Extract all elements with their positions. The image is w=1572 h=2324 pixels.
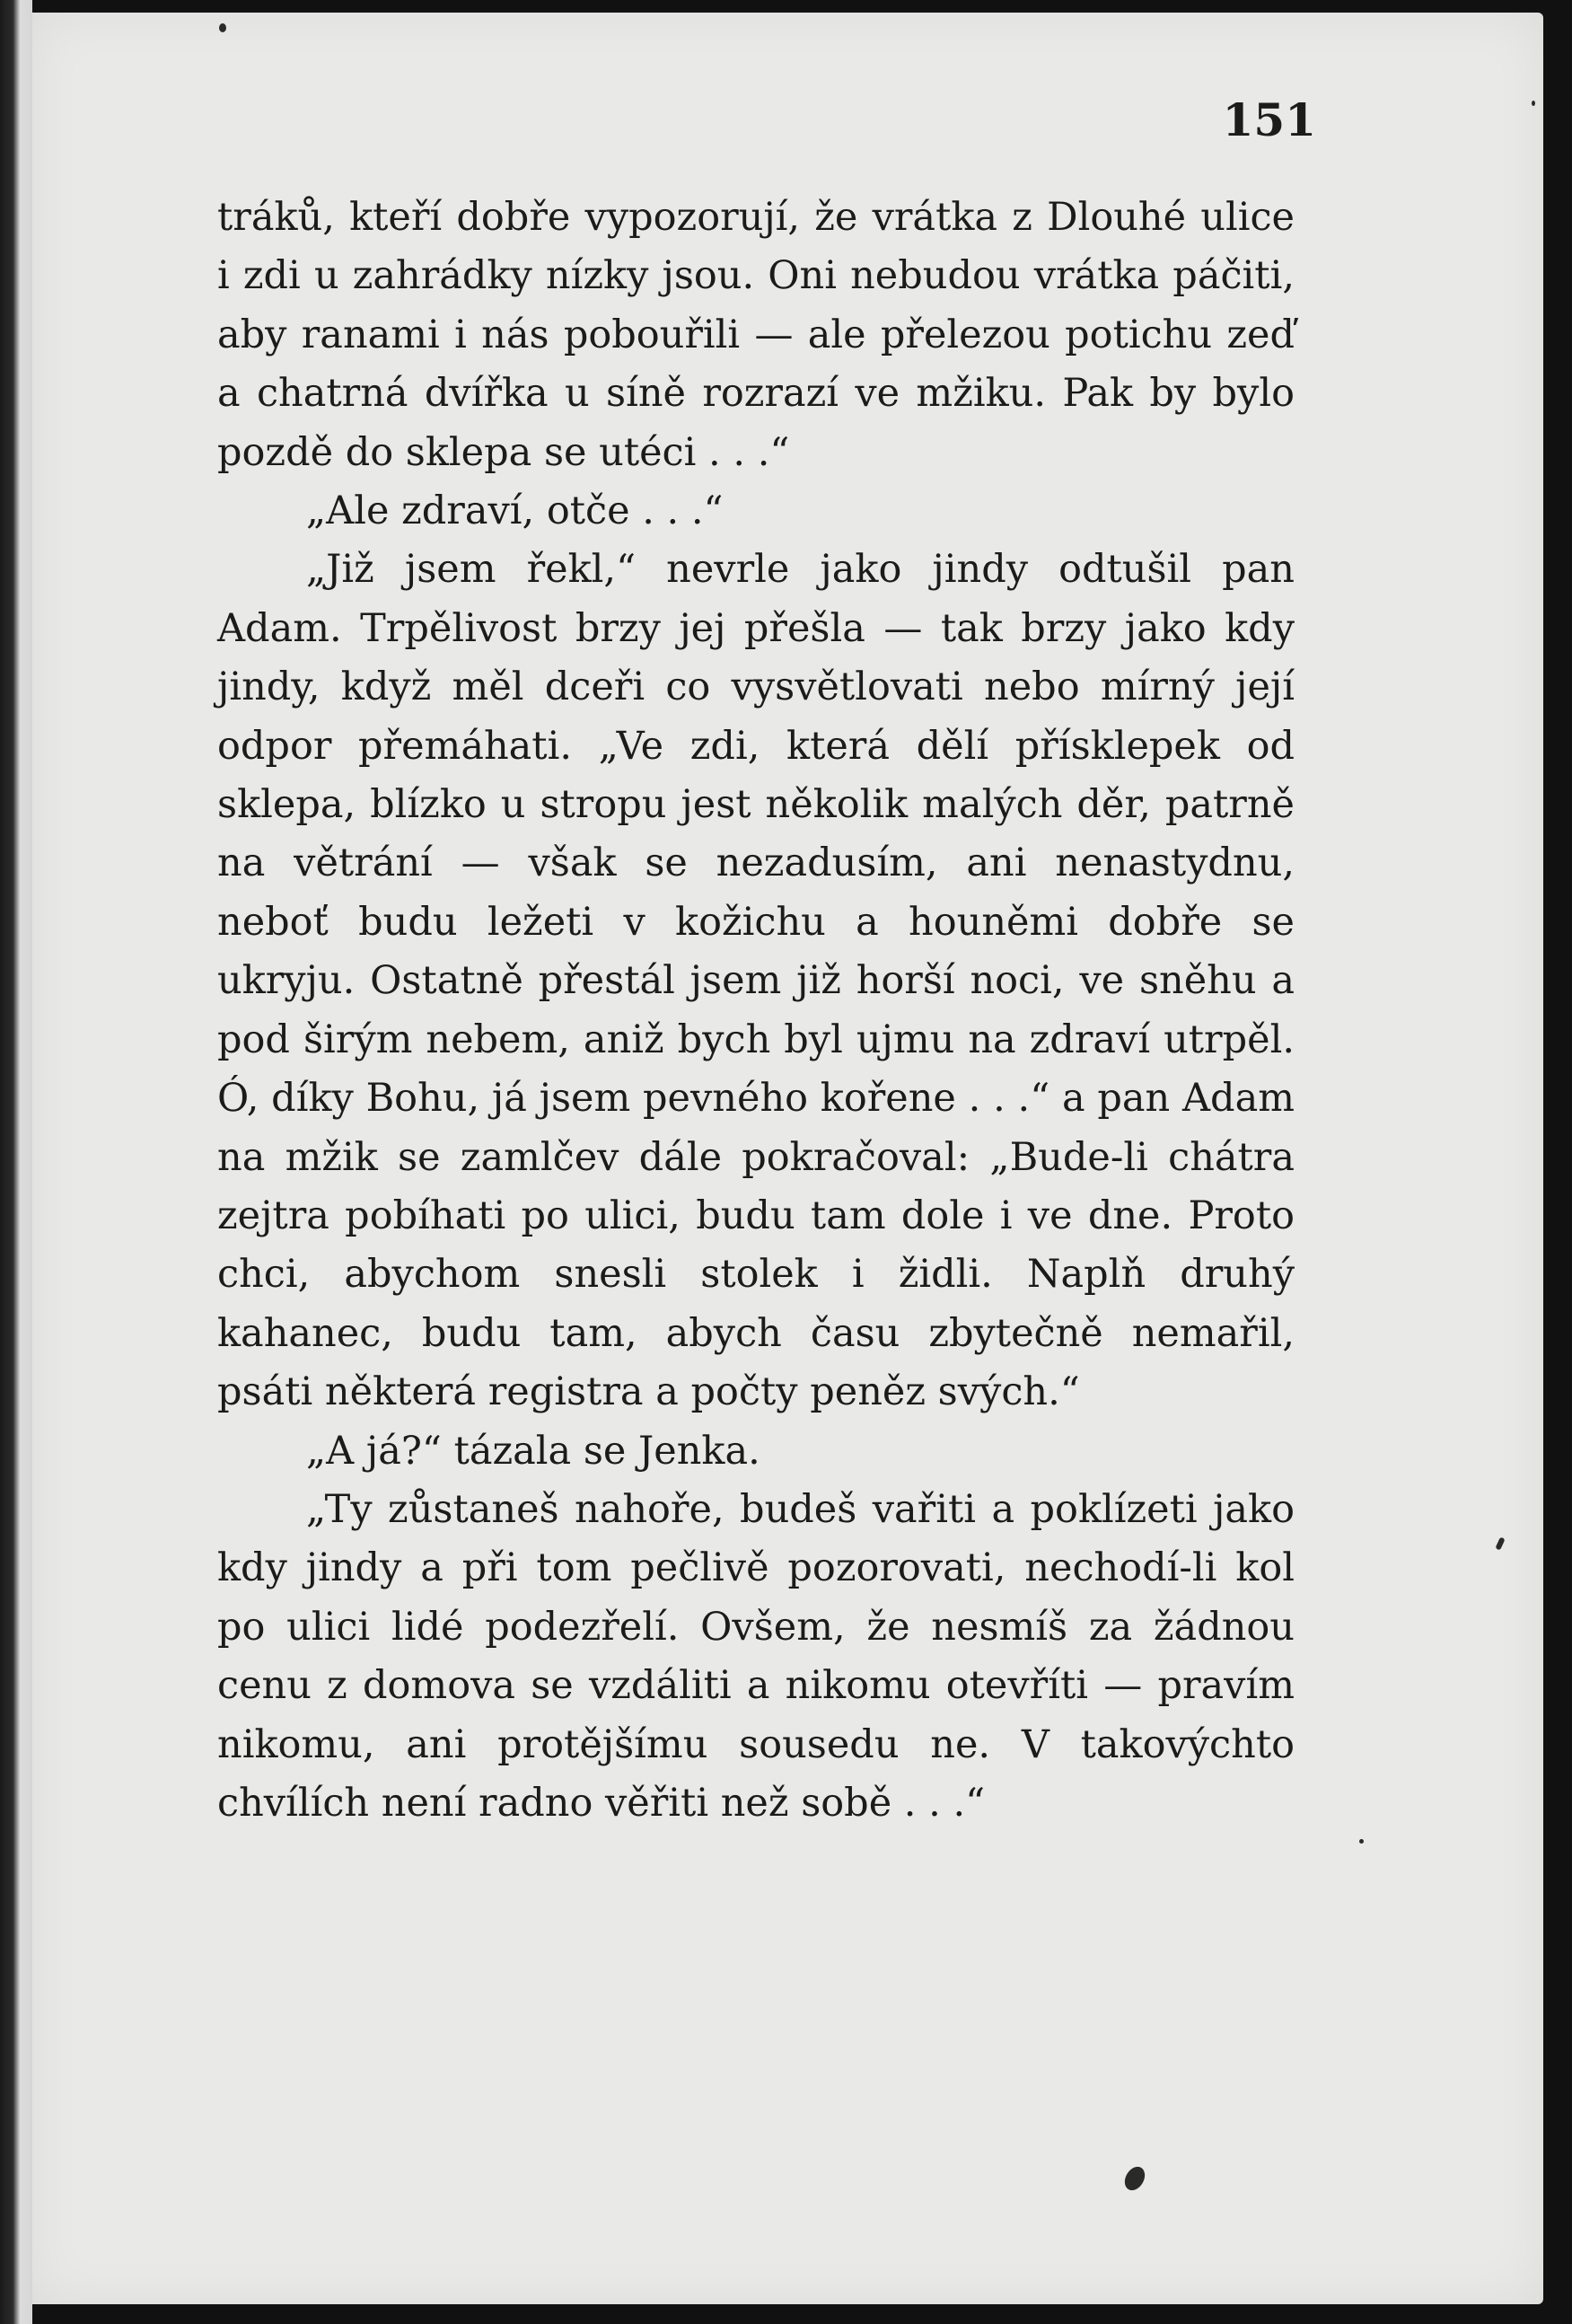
paragraph: tráků, kteří dobře vypozorují, že vrátka z Dlouhé ulice i zdi u zahrádky nízky jsou. Oni nebudou vrátka páčiti, aby ranami i nás pobouřili — ale přelezou potichu zeď a chatrná dvířka u síně rozrazí ve mžiku. Pak by bylo pozdě do sklepa se utéci . . .“	[217, 195, 1295, 475]
paragraph: „A já?“ tázala se Jenka.	[305, 1428, 760, 1474]
adjacent-page-edge	[0, 0, 32, 2324]
body-text	[217, 189, 1295, 1833]
paragraph: „Ty zůstaneš nahoře, budeš vařiti a poklízeti jako kdy jindy a při tom pečlivě pozorovati, nechodí-li kol po ulici lidé podezřelí. Ovšem, že nesmíš za žádnou cenu z domova se vzdáliti a nikomu otevříti — pravím nikomu, ani protějšímu sousedu ne. V takovýchto chvílích není radno věřiti než sobě . . .“	[217, 1486, 1295, 1826]
dust-speck	[1359, 1839, 1364, 1844]
dust-speck	[1532, 101, 1535, 106]
page-number: 151	[1222, 93, 1316, 146]
paragraph: „Již jsem řekl,“ nevrle jako jindy odtušil pan Adam. Trpělivost brzy jej přešla — tak brzy jako kdy jindy, když měl dceři co vysvětlovati nebo mírný její odpor přemáhati. „Ve zdi, která dělí přísklepek od sklepa, blízko u stropu jest několik malých děr, patrně na větrání — však se nezadusím, ani nenastydnu, neboť budu ležeti v kožichu a houněmi dobře se ukryju. Ostatně přestál jsem již horší noci, ve sněhu a pod širým nebem, aniž bych byl ujmu na zdraví utrpěl. Ó, díky Bohu, já jsem pevného kořene . . .“ a pan Adam na mžik se zamlčev dále pokračoval: „Bude-li chátra zejtra pobíhati po ulici, budu tam dole i ve dne. Proto chci, abychom snesli stolek i židli. Naplň druhý kahanec, budu tam, abych času zbytečně nemařil, psáti některá registra a počty peněz svých.“	[217, 547, 1295, 1415]
paragraph: „Ale zdraví, otče . . .“	[305, 489, 724, 534]
dust-speck	[219, 23, 226, 32]
